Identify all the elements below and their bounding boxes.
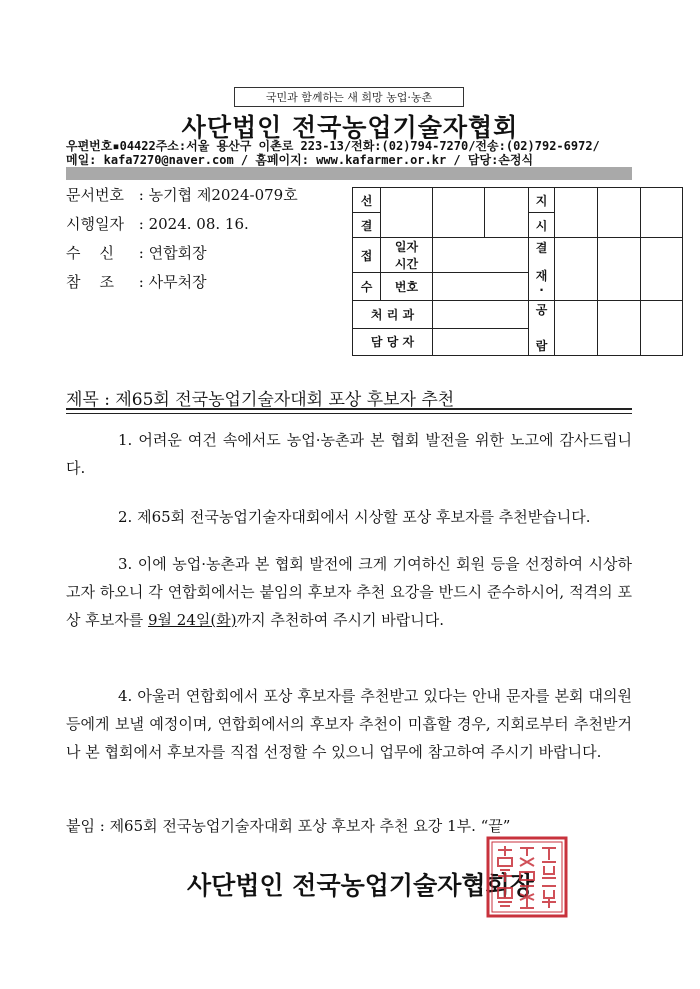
issue-date-value: 2024. 08. 16. [148, 215, 249, 233]
attachment-line: 붙임 : 제65회 전국농업기술자대회 포상 후보자 추천 요강 1부. “끝” [66, 817, 511, 835]
reference-row: 참 조 : 사무처장 [66, 273, 207, 291]
recipient-value: 연합회장 [148, 244, 207, 262]
doc-number-value: 농기협 제2024-079호 [148, 186, 298, 204]
approval-number-label: 번호 [381, 273, 433, 301]
reference-label: 참 조 [66, 273, 115, 291]
approval-gyeoljae: 결 재 · [529, 238, 555, 301]
official-seal-icon [486, 836, 568, 918]
recipient-row: 수 신 : 연합회장 [66, 244, 207, 262]
approval-person-in-charge: 담 당 자 [353, 328, 433, 356]
subject-line: 제목 : 제65회 전국농업기술자대회 포상 후보자 추천 [66, 390, 455, 410]
header-divider-bar [66, 167, 632, 180]
approval-si: 시 [529, 213, 555, 238]
paragraph-3: 3. 이에 농업·농촌과 본 협회 발전에 크게 기여하신 회원 등을 선정하여 시상하고자 하오니 각 연합회에서는 붙임의 후보자 추천 요강을 반드시 준수하시어, 적격의 포상 후보자를 9월 24일(화)까지 추천하여 주시기 바랍니다. [66, 555, 632, 629]
recipient-label: 수 신 [66, 244, 115, 262]
contact-line: 메일: kafa7270@naver.com / 홈페이지: www.kafarmer.or.kr / 담당:손정식 [66, 153, 534, 167]
reference-value: 사무처장 [148, 273, 207, 291]
sender-name: 사단법인 전국농업기술자협회장 [187, 871, 534, 900]
approval-table [352, 187, 683, 356]
approval-gyeol: 결 [353, 213, 381, 238]
approval-jeop: 접 [353, 238, 381, 273]
doc-number-label: 문서번호 [66, 186, 124, 204]
paragraph-2: 2. 제65회 전국농업기술자대회에서 시상할 포상 후보자를 추천받습니다. [118, 508, 591, 526]
doc-number-row: 문서번호 : 농기협 제2024-079호 [66, 186, 298, 204]
approval-processing-dept: 처 리 과 [353, 301, 433, 329]
slogan-box: 국민과 함께하는 새 희망 농업·농촌 [234, 87, 464, 107]
issue-date-row: 시행일자 : 2024. 08. 16. [66, 215, 249, 233]
paragraph-4: 4. 아울러 연합회에서 포상 후보자를 추천받고 있다는 안내 문자를 본회 대의원 등에게 보낼 예정이며, 연합회에서의 후보자 추천이 미흡할 경우, 지회로부터 추천받거나 본 협회에서 후보자를 직접 선정할 수 있으니 업무에 참고하여 주시기 바랍니다. [66, 687, 632, 761]
organization-title: 사단법인 전국농업기술자협회 [181, 113, 519, 142]
issue-date-label: 시행일자 [66, 215, 124, 233]
approval-ji: 지 [529, 188, 555, 213]
deadline-date: 9월 24일(화) [148, 611, 237, 629]
approval-su: 수 [353, 273, 381, 301]
address-line: 우편번호▪04422주소:서울 용산구 이촌로 223-13/전화:(02)794-7270/전송:(02)792-6972/ [66, 139, 600, 153]
paragraph-1: 1. 어려운 여건 속에서도 농업·농촌과 본 협회 발전을 위한 노고에 감사드립니다. [66, 431, 632, 477]
approval-gongram: 공 람 [529, 301, 555, 356]
approval-seon: 선 [353, 188, 381, 213]
subject-underline [66, 408, 632, 414]
approval-date-time-label: 일자 시간 [381, 238, 433, 273]
